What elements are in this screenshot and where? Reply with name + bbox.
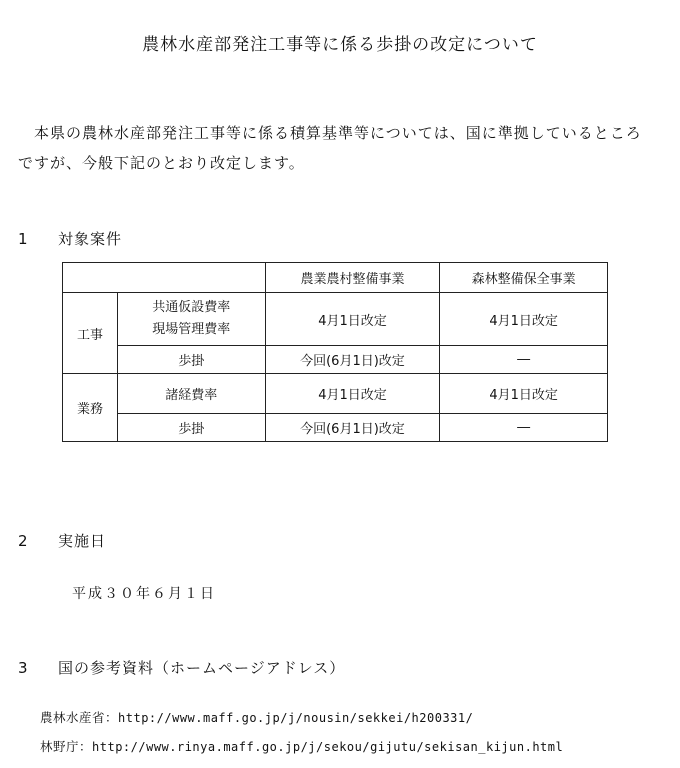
section-2-heading bbox=[18, 530, 106, 551]
section-1-number: 1 bbox=[18, 230, 29, 248]
reference-maff bbox=[40, 708, 473, 726]
row-item-line: 現場管理費率 bbox=[152, 322, 231, 337]
row-item-label: 歩掛 bbox=[117, 346, 265, 374]
table-corner-cell bbox=[63, 263, 266, 293]
reference-link-maff[interactable]: http://www.maff.go.jp/j/nousin/sekkei/h200331/ bbox=[118, 711, 474, 725]
effective-date: 平成３０年６月１日 bbox=[72, 586, 216, 602]
reference-link-rinya[interactable]: http://www.rinya.maff.go.jp/j/sekou/gijutu/sekisan_kijun.html bbox=[92, 740, 564, 754]
intro-paragraph: 本県の農林水産部発注工事等に係る積算基準等については、国に準拠しているところですが、今般下記のとおり改定します。 bbox=[18, 124, 642, 172]
reference-rinya bbox=[40, 737, 563, 755]
section-3-heading bbox=[18, 657, 345, 678]
section-2-title: 実施日 bbox=[58, 532, 107, 550]
cell-value: 今回(6月1日)改定 bbox=[265, 346, 440, 374]
page-title: 農林水産部発注工事等に係る歩掛の改定について bbox=[142, 35, 538, 55]
section-3-title: 国の参考資料（ホームページアドレス） bbox=[58, 659, 346, 677]
cell-value: 4月1日改定 bbox=[265, 374, 440, 414]
column-header-agri: 農業農村整備事業 bbox=[265, 263, 440, 293]
reference-label: 農林水産省： bbox=[40, 710, 119, 725]
reference-label: 林野庁： bbox=[40, 739, 93, 754]
section-1-heading bbox=[18, 228, 122, 249]
section-3-number: 3 bbox=[18, 659, 29, 677]
row-item-line: 共通仮設費率 bbox=[152, 300, 231, 315]
group-cell-services: 業務 bbox=[63, 374, 118, 442]
cell-value: 4月1日改定 bbox=[440, 293, 608, 346]
section-1-title: 対象案件 bbox=[58, 230, 123, 248]
group-cell-construction: 工事 bbox=[63, 293, 118, 374]
cell-value: ― bbox=[440, 346, 608, 374]
row-item-label: 諸経費率 bbox=[117, 374, 265, 414]
table-header-row bbox=[63, 263, 608, 293]
row-item-label: 歩掛 bbox=[117, 414, 265, 442]
row-item-overhead-rates bbox=[117, 293, 265, 346]
cell-value: 4月1日改定 bbox=[265, 293, 440, 346]
table-row bbox=[63, 414, 608, 442]
target-items-table bbox=[62, 262, 608, 442]
section-2-number: 2 bbox=[18, 532, 29, 550]
table-row bbox=[63, 374, 608, 414]
table-row bbox=[63, 293, 608, 346]
cell-value: ― bbox=[440, 414, 608, 442]
cell-value: 今回(6月1日)改定 bbox=[265, 414, 440, 442]
table-row bbox=[63, 346, 608, 374]
cell-value: 4月1日改定 bbox=[440, 374, 608, 414]
column-header-forest: 森林整備保全事業 bbox=[440, 263, 608, 293]
